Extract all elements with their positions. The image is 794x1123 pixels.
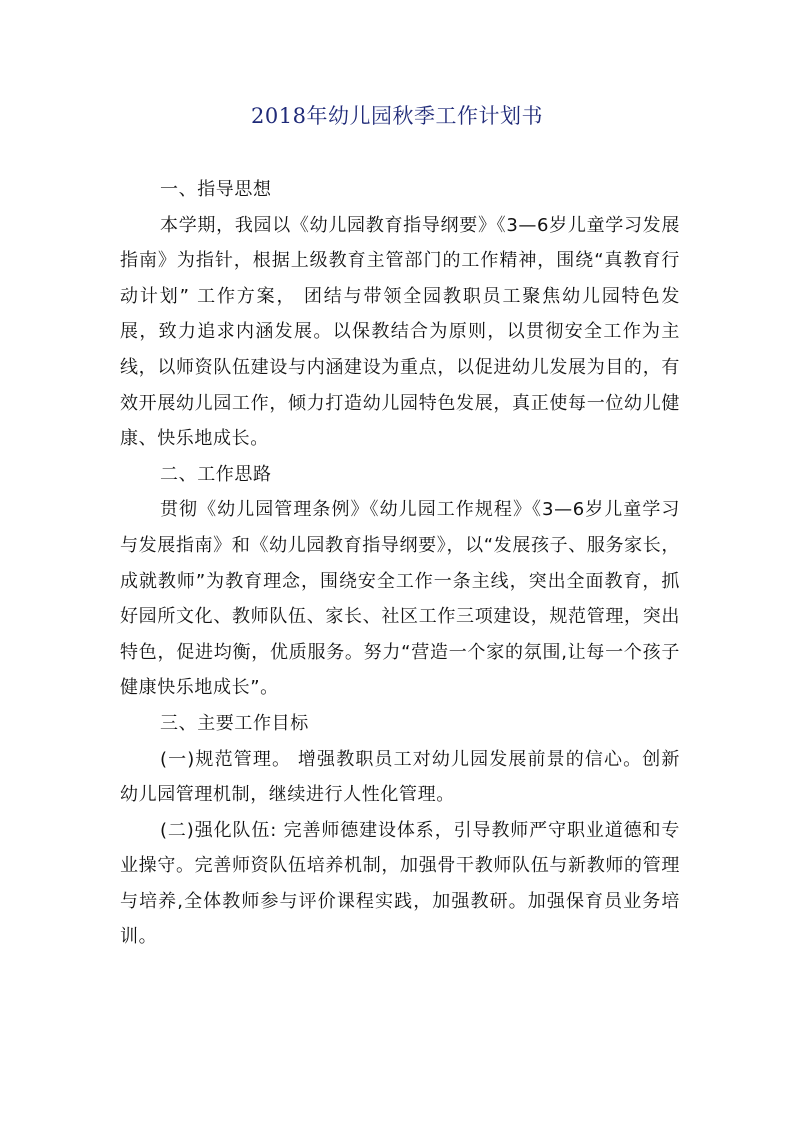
section-heading-main-goals: 三、主要工作目标 (160, 712, 309, 734)
paragraph-goal-standardized-management: (一)规范管理。 增强教职员工对幼儿园发展前景的信心。创新幼儿园管理机制，继续进行人性化管理。 (120, 748, 680, 806)
section-heading-guiding-ideology: 一、指导思想 (160, 179, 272, 200)
document-body (120, 172, 680, 955)
paragraph-guiding-ideology: 本学期，我园以《幼儿园教育指导纲要》《3—6岁儿童学习发展指南》为指针，根据上级教育主管部门的工作精神，围绕“真教育行动计划” 工作方案， 团结与带领全园教职员工聚焦幼儿园特色发展，致力追求内涵发展。以保教结合为原则，以贯彻安全工作为主线，以师资队伍建设与内涵建设为重点，以促进幼儿发展为目的，有效开展幼儿园工作，倾力打造幼儿园特色发展，真正使每一位幼儿健康、快乐地成长。 (120, 214, 680, 450)
paragraph-work-approach: 贯彻《幼儿园管理条例》《幼儿园工作规程》《3—6岁儿童学习与发展指南》和《幼儿园教育指导纲要》，以“发展孩子、服务家长，成就教师”为教育理念，围绕安全工作一条主线，突出全面教育，抓好园所文化、教师队伍、家长、社区工作三项建设，规范管理，突出特色，促进均衡，优质服务。努力“营造一个家的氛围,让每一个孩子健康快乐地成长”。 (120, 499, 680, 699)
document-title: 2018年幼儿园秋季工作计划书 (251, 104, 543, 128)
paragraph-goal-strengthen-team: (二)强化队伍: 完善师德建设体系，引导教师严守职业道德和专业操守。完善师资队伍培养机制，加强骨干教师队伍与新教师的管理与培养,全体教师参与评价课程实践，加强教研。加强保育员业务培训。 (120, 819, 680, 948)
section-heading-work-approach: 二、工作思路 (160, 463, 272, 485)
